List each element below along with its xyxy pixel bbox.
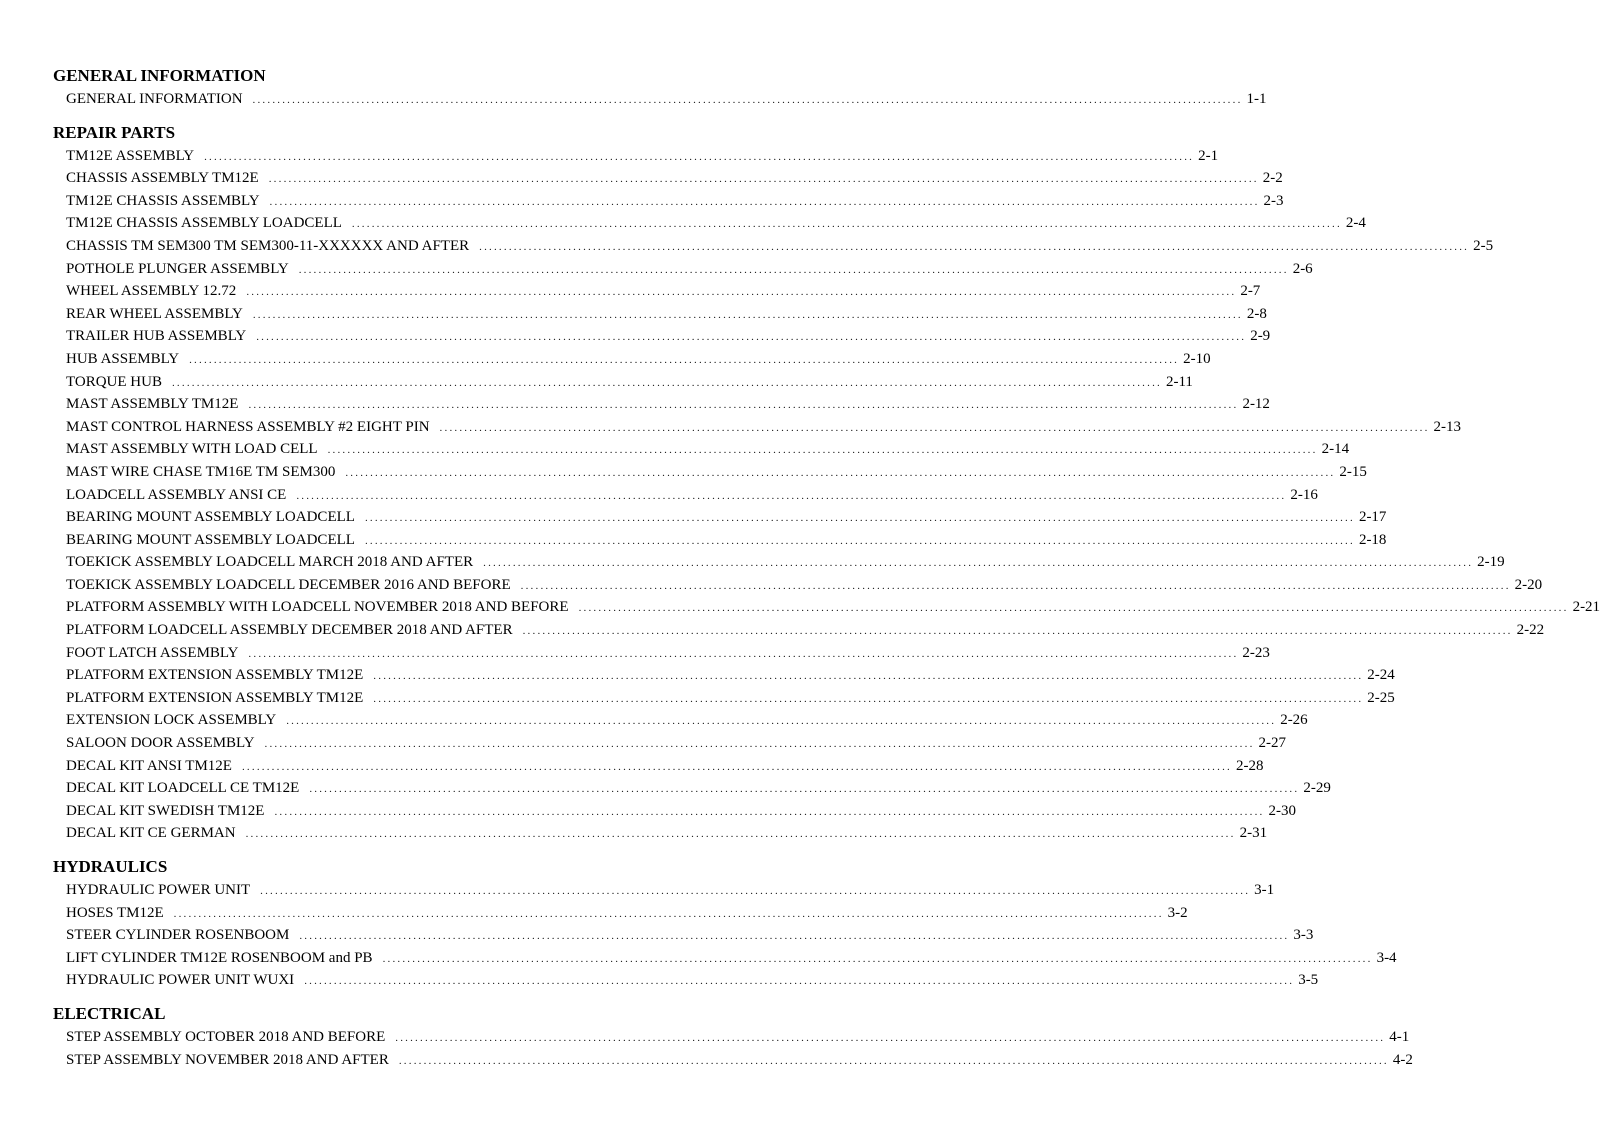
section-heading: ELECTRICAL — [53, 1003, 166, 1023]
toc-entry[interactable] — [53, 167, 1283, 190]
dot-leader: ........................................................................................................................................................................................................ — [364, 512, 1355, 525]
entry-title: CHASSIS TM SEM300 TM SEM300-11-XXXXXX AND AFTER — [66, 237, 470, 254]
dot-leader: ........................................................................................................................................................................................................ — [373, 692, 1364, 705]
toc-entry[interactable] — [53, 777, 1331, 800]
dot-leader: ........................................................................................................................................................................................................ — [364, 534, 1355, 547]
toc-entry[interactable] — [53, 235, 1494, 258]
entry-title: HUB ASSEMBLY — [66, 350, 180, 367]
dot-leader: ........................................................................................................................................................................................................ — [309, 783, 1300, 796]
entry-title: EXTENSION LOCK ASSEMBLY — [66, 712, 277, 729]
dot-leader: ........................................................................................................................................................................................................ — [578, 602, 1569, 615]
entry-title: GENERAL INFORMATION — [66, 91, 243, 107]
entry-page-number: 2-2 — [1262, 170, 1283, 187]
toc-entry[interactable] — [53, 529, 1387, 552]
entry-title: FOOT LATCH ASSEMBLY — [66, 644, 239, 661]
entry-page-number: 2-17 — [1358, 509, 1387, 526]
dot-leader: ........................................................................................................................................................................................................ — [246, 286, 1237, 299]
dot-leader: ........................................................................................................................................................................................................ — [260, 885, 1251, 897]
toc-entry[interactable] — [53, 800, 1296, 823]
entry-page-number: 2-12 — [1242, 396, 1270, 413]
entry-title: REAR WHEEL ASSEMBLY — [66, 305, 243, 322]
toc-entry[interactable] — [53, 416, 1462, 439]
toc-entry[interactable] — [53, 924, 1314, 947]
dot-leader: ........................................................................................................................................................................................................ — [274, 805, 1265, 818]
toc-entry[interactable] — [53, 393, 1270, 416]
dot-leader: ........................................................................................................................................................................................................ — [268, 173, 1259, 186]
entry-title: DECAL KIT ANSI TM12E — [66, 757, 232, 774]
toc-entry[interactable] — [53, 258, 1313, 281]
dot-leader: ........................................................................................................................................................................................................ — [373, 670, 1364, 683]
entry-page-number: 3-5 — [1298, 972, 1319, 989]
toc-entry[interactable] — [53, 212, 1366, 235]
toc-entry[interactable] — [53, 145, 1219, 168]
toc-entry[interactable] — [53, 755, 1264, 778]
entry-page-number: 2-22 — [1516, 622, 1545, 639]
toc-section — [53, 1002, 1413, 1071]
entry-title: TM12E ASSEMBLY — [66, 147, 195, 164]
entry-page-number: 2-4 — [1345, 215, 1366, 232]
toc-entry[interactable] — [53, 190, 1284, 213]
table-of-contents — [53, 64, 1600, 1071]
dot-leader: ........................................................................................................................................................................................................ — [296, 489, 1287, 502]
toc-section — [53, 855, 1397, 992]
entry-page-number: 2-5 — [1473, 237, 1494, 254]
entry-page-number: 3-2 — [1167, 904, 1188, 921]
entry-title: STEP ASSEMBLY OCTOBER 2018 AND BEFORE — [66, 1028, 386, 1045]
dot-leader: ........................................................................................................................................................................................................ — [520, 579, 1511, 592]
toc-entry[interactable] — [53, 484, 1318, 507]
entry-title: PLATFORM ASSEMBLY WITH LOADCELL NOVEMBER 2018 AND BEFORE — [66, 599, 569, 616]
toc-entry[interactable] — [53, 596, 1600, 619]
entry-page-number: 4-1 — [1389, 1028, 1410, 1045]
entry-title: HYDRAULIC POWER UNIT — [66, 882, 251, 898]
toc-entry[interactable] — [53, 902, 1188, 925]
entry-page-number: 2-18 — [1358, 531, 1387, 548]
entry-page-number: 4-2 — [1392, 1051, 1413, 1068]
toc-entry[interactable] — [53, 732, 1287, 755]
dot-leader: ........................................................................................................................................................................................................ — [304, 975, 1295, 988]
entry-title: PLATFORM EXTENSION ASSEMBLY TM12E — [66, 667, 364, 684]
dot-leader: ........................................................................................................................................................................................................ — [252, 94, 1243, 106]
entry-page-number: 2-20 — [1514, 576, 1543, 593]
entry-title: BEARING MOUNT ASSEMBLY LOADCELL — [66, 531, 355, 548]
entry-page-number: 2-21 — [1572, 599, 1600, 616]
entry-page-number: 2-23 — [1242, 644, 1270, 661]
entry-page-number: 2-30 — [1268, 802, 1296, 819]
dot-leader: ........................................................................................................................................................................................................ — [245, 828, 1236, 841]
toc-entry[interactable] — [53, 461, 1367, 484]
dot-leader: ........................................................................................................................................................................................................ — [345, 466, 1336, 479]
toc-entry[interactable] — [53, 506, 1387, 529]
dot-leader: ........................................................................................................................................................................................................ — [241, 760, 1232, 773]
entry-title: HOSES TM12E — [66, 904, 164, 921]
entry-title: TM12E CHASSIS ASSEMBLY LOADCELL — [66, 215, 342, 232]
entry-page-number: 3-3 — [1293, 927, 1314, 944]
entry-title: PLATFORM EXTENSION ASSEMBLY TM12E — [66, 689, 364, 706]
entry-page-number: 1-1 — [1246, 91, 1267, 107]
toc-entry[interactable] — [53, 642, 1270, 665]
dot-leader: ........................................................................................................................................................................................................ — [298, 263, 1289, 276]
dot-leader: ........................................................................................................................................................................................................ — [252, 308, 1243, 321]
toc-entry[interactable] — [53, 280, 1261, 303]
dot-leader: ........................................................................................................................................................................................................ — [479, 240, 1470, 253]
toc-entry[interactable] — [53, 687, 1395, 710]
entry-title: STEP ASSEMBLY NOVEMBER 2018 AND AFTER — [66, 1051, 389, 1068]
section-heading: HYDRAULICS — [53, 857, 168, 876]
toc-entry[interactable] — [53, 325, 1271, 348]
entry-page-number: 2-7 — [1240, 283, 1261, 300]
entry-title: PLATFORM LOADCELL ASSEMBLY DECEMBER 2018 AND AFTER — [66, 622, 513, 639]
entry-title: LOADCELL ASSEMBLY ANSI CE — [66, 486, 287, 503]
entry-page-number: 2-24 — [1367, 667, 1395, 684]
entry-title: CHASSIS ASSEMBLY TM12E — [66, 170, 259, 187]
dot-leader: ........................................................................................................................................................................................................ — [382, 952, 1373, 965]
entry-title: TOEKICK ASSEMBLY LOADCELL DECEMBER 2016 AND BEFORE — [66, 576, 511, 593]
dot-leader: ........................................................................................................................................................................................................ — [439, 421, 1430, 434]
toc-entry[interactable] — [53, 879, 1275, 902]
entry-page-number: 2-15 — [1339, 463, 1367, 480]
toc-entry[interactable] — [53, 619, 1545, 642]
toc-entry[interactable] — [53, 709, 1308, 732]
entry-page-number: 2-10 — [1183, 350, 1211, 367]
toc-entry[interactable] — [53, 438, 1350, 461]
toc-entry[interactable] — [53, 303, 1267, 326]
entry-page-number: 2-25 — [1367, 689, 1395, 706]
toc-entry[interactable] — [53, 1026, 1410, 1049]
entry-title: MAST ASSEMBLY TM12E — [66, 396, 239, 413]
dot-leader: ........................................................................................................................................................................................................ — [264, 738, 1255, 751]
entry-page-number: 2-31 — [1239, 825, 1268, 842]
dot-leader: ........................................................................................................................................................................................................ — [351, 218, 1342, 231]
entry-title: MAST WIRE CHASE TM16E TM SEM300 — [66, 463, 336, 480]
entry-title: SALOON DOOR ASSEMBLY — [66, 735, 255, 752]
entry-title: MAST ASSEMBLY WITH LOAD CELL — [66, 441, 318, 458]
entry-title: STEER CYLINDER ROSENBOOM — [66, 927, 290, 944]
entry-page-number: 2-16 — [1290, 486, 1318, 503]
dot-leader: ........................................................................................................................................................................................................ — [171, 376, 1162, 389]
entry-title: DECAL KIT LOADCELL CE TM12E — [66, 780, 300, 797]
toc-entry[interactable] — [53, 947, 1397, 970]
toc-entry[interactable] — [53, 574, 1543, 597]
entry-title: LIFT CYLINDER TM12E ROSENBOOM and PB — [66, 949, 373, 966]
dot-leader: ........................................................................................................................................................................................................ — [522, 625, 1513, 638]
dot-leader: ........................................................................................................................................................................................................ — [248, 647, 1239, 660]
toc-entry[interactable] — [53, 664, 1395, 687]
dot-leader: ........................................................................................................................................................................................................ — [483, 557, 1474, 570]
entry-title: POTHOLE PLUNGER ASSEMBLY — [66, 260, 289, 277]
toc-entry[interactable] — [53, 1049, 1413, 1072]
entry-title: MAST CONTROL HARNESS ASSEMBLY #2 EIGHT PIN — [66, 418, 430, 435]
entry-page-number: 2-6 — [1292, 260, 1313, 277]
entry-title: TOEKICK ASSEMBLY LOADCELL MARCH 2018 AND AFTER — [66, 554, 474, 571]
dot-leader: ........................................................................................................................................................................................................ — [204, 150, 1195, 163]
entry-title: TORQUE HUB — [66, 373, 162, 390]
entry-title: HYDRAULIC POWER UNIT WUXI — [66, 972, 295, 989]
entry-page-number: 2-13 — [1433, 418, 1462, 435]
entry-page-number: 2-27 — [1258, 735, 1287, 752]
toc-entry[interactable] — [53, 371, 1193, 394]
toc-entry[interactable] — [53, 969, 1319, 992]
entry-page-number: 3-1 — [1254, 882, 1275, 898]
toc-entry[interactable] — [53, 88, 1267, 111]
dot-leader: ........................................................................................................................................................................................................ — [189, 353, 1180, 366]
entry-page-number: 2-9 — [1250, 328, 1271, 345]
dot-leader: ........................................................................................................................................................................................................ — [248, 399, 1239, 412]
toc-section — [53, 121, 1600, 845]
dot-leader: ........................................................................................................................................................................................................ — [269, 195, 1260, 208]
entry-title: DECAL KIT SWEDISH TM12E — [66, 802, 265, 819]
entry-title: WHEEL ASSEMBLY 12.72 — [66, 283, 237, 300]
toc-entry[interactable] — [53, 348, 1211, 371]
dot-leader: ........................................................................................................................................................................................................ — [327, 444, 1318, 457]
entry-page-number: 2-8 — [1246, 305, 1267, 322]
entry-page-number: 2-11 — [1165, 373, 1193, 390]
entry-title: DECAL KIT CE GERMAN — [66, 825, 236, 842]
toc-entry[interactable] — [53, 551, 1505, 574]
entry-page-number: 3-4 — [1376, 949, 1397, 966]
dot-leader: ........................................................................................................................................................................................................ — [398, 1054, 1389, 1067]
dot-leader: ........................................................................................................................................................................................................ — [286, 715, 1277, 728]
entry-page-number: 2-26 — [1280, 712, 1308, 729]
entry-page-number: 2-29 — [1303, 780, 1331, 797]
toc-section — [53, 64, 1267, 111]
entry-page-number: 2-19 — [1477, 554, 1505, 571]
entry-page-number: 2-3 — [1263, 192, 1284, 209]
entry-page-number: 2-1 — [1198, 147, 1219, 164]
dot-leader: ........................................................................................................................................................................................................ — [256, 331, 1247, 344]
dot-leader: ........................................................................................................................................................................................................ — [299, 930, 1290, 943]
section-heading: REPAIR PARTS — [53, 122, 176, 142]
dot-leader: ........................................................................................................................................................................................................ — [173, 907, 1164, 920]
dot-leader: ........................................................................................................................................................................................................ — [395, 1031, 1386, 1044]
section-heading: GENERAL INFORMATION — [53, 66, 266, 85]
entry-page-number: 2-28 — [1235, 757, 1264, 774]
toc-entry[interactable] — [53, 822, 1268, 845]
entry-title: BEARING MOUNT ASSEMBLY LOADCELL — [66, 509, 355, 526]
entry-title: TRAILER HUB ASSEMBLY — [66, 328, 247, 345]
entry-page-number: 2-14 — [1321, 441, 1350, 458]
entry-title: TM12E CHASSIS ASSEMBLY — [66, 192, 260, 209]
